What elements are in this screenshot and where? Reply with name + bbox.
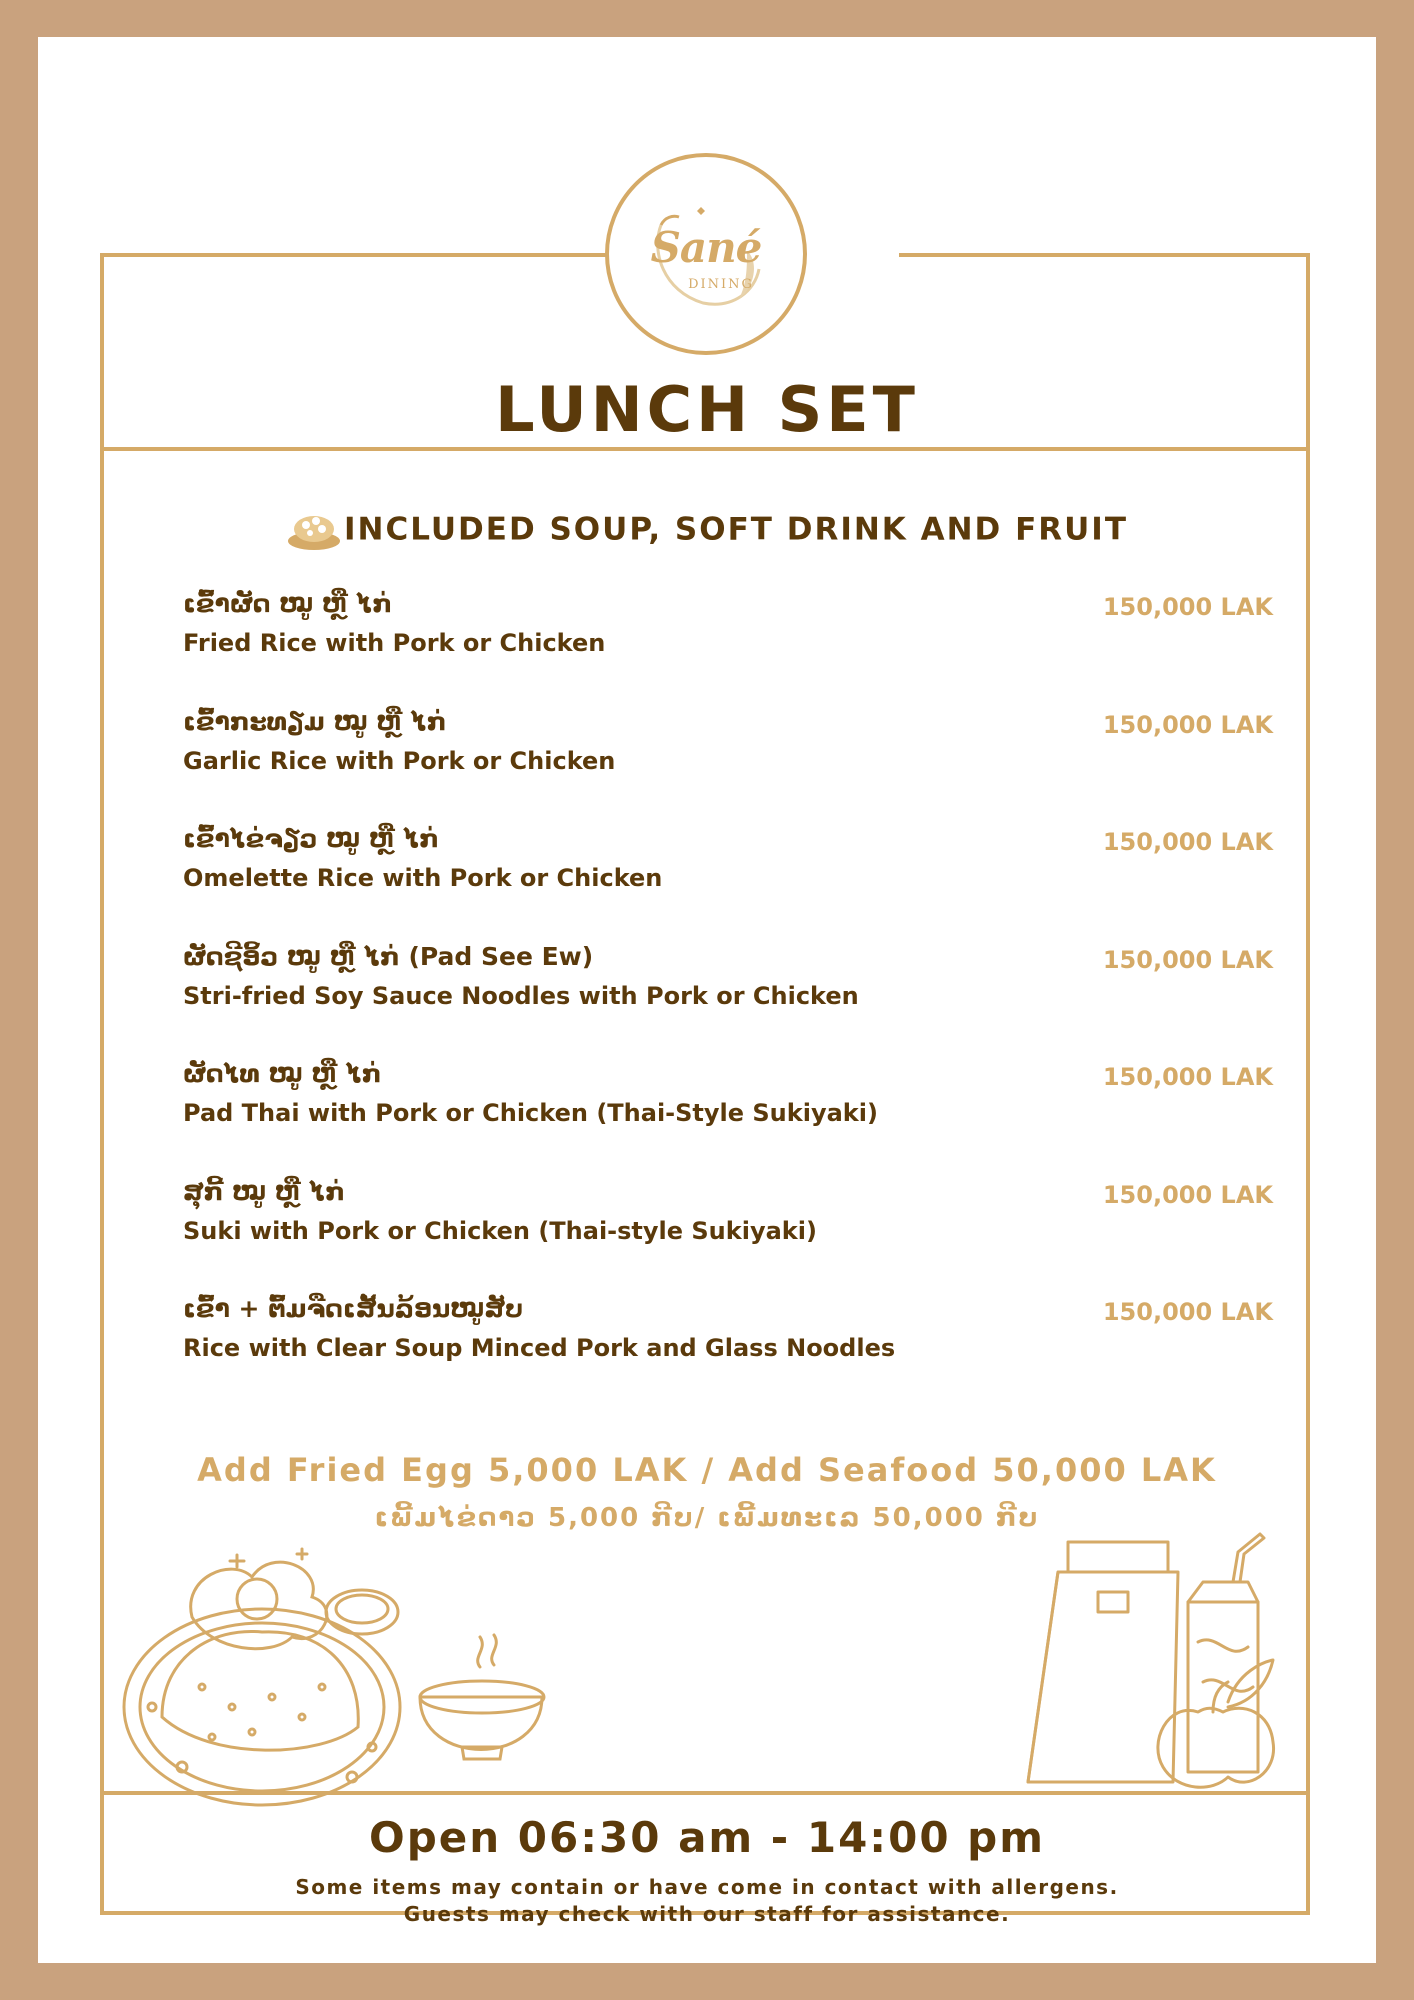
item-english-name: Omelette Rice with Pork or Chicken [183,864,663,892]
item-english-name: Fried Rice with Pork or Chicken [183,629,606,657]
page-title: LUNCH SET [495,373,919,446]
item-english-name: Garlic Rice with Pork or Chicken [183,746,616,775]
opening-hours: Open 06:30 am - 14:00 pm [368,1813,1045,1862]
item-price: 150,000 LAK [1102,1180,1273,1209]
menu-item [183,589,1273,707]
title-divider [100,447,1310,451]
item-price: 150,000 LAK [1102,828,1273,856]
allergen-note-line2: Guests may check with our staff for assistance. [403,1902,1011,1926]
rice-bowl-icon [286,511,342,551]
allergen-note-line1: Some items may contain or have come in contact with allergens. [295,1875,1119,1899]
item-price: 150,000 LAK [1102,710,1273,739]
menu-item [183,824,1273,942]
item-price: 150,000 LAK [1102,1298,1273,1326]
item-lao-name: ເຂົ້າໄຂ່ຈຽວ ໝູ ຫຼື ໄກ່ [183,824,439,853]
item-lao-name: ຜັດຊີອິ້ວ ໝູ ຫຼື ໄກ່ (Pad See Ew) [183,941,594,971]
item-price: 150,000 LAK [1102,593,1273,621]
item-price: 150,000 LAK [1102,1063,1273,1091]
footer-divider [100,1791,1310,1795]
item-lao-name: ເຂົ້າຜັດ ໝູ ຫຼື ໄກ່ [183,589,393,618]
addon-lao: ເພີ້ມໄຂ່ດາວ 5,000 ກີບ/ ເພີ້ມທະເລ 50,000 ກີບ [374,1503,1040,1533]
bag-drink-apple-illustration-icon [998,1512,1298,1812]
menu-item [183,1177,1273,1295]
item-english-name: Stri-fried Soy Sauce Noodles with Pork or Chicken [183,981,859,1010]
item-lao-name: ເຂົ້າກະທຽມ ໝູ ຫຼື ໄກ່ [183,706,447,736]
menu-items [183,589,1273,1412]
item-english-name: Rice with Clear Soup Minced Pork and Glass Noodles [183,1334,896,1362]
menu-item [183,707,1273,825]
item-english-name: Pad Thai with Pork or Chicken (Thai-Style Sukiyaki) [183,1099,878,1127]
menu-page [38,37,1376,1963]
item-lao-name: ຜັດໄທ ໝູ ຫຼື ໄກ່ [183,1059,382,1088]
menu-item [183,1059,1273,1177]
logo [605,153,807,355]
item-english-name: Suki with Pork or Chicken (Thai-style Sukiyaki) [183,1216,817,1245]
included-note [38,511,1376,551]
included-text: INCLUDED SOUP, SOFT DRINK AND FRUIT [344,511,1128,548]
menu-item [183,1294,1273,1412]
logo-inner [643,191,769,317]
item-lao-name: ສຸກີ້ ໝູ ຫຼື ໄກ່ [183,1176,345,1206]
item-lao-name: ເຂົ້າ + ຕົ້ມຈືດເສັ້ນລ້ອນໝູສັບ [183,1294,524,1323]
logo-subtitle: DINING [688,277,754,292]
menu-item [183,942,1273,1060]
addon-english: Add Fried Egg 5,000 LAK / Add Seafood 50,000 LAK [197,1451,1217,1489]
item-price: 150,000 LAK [1102,945,1273,974]
logo-brand: Sané [650,223,762,272]
